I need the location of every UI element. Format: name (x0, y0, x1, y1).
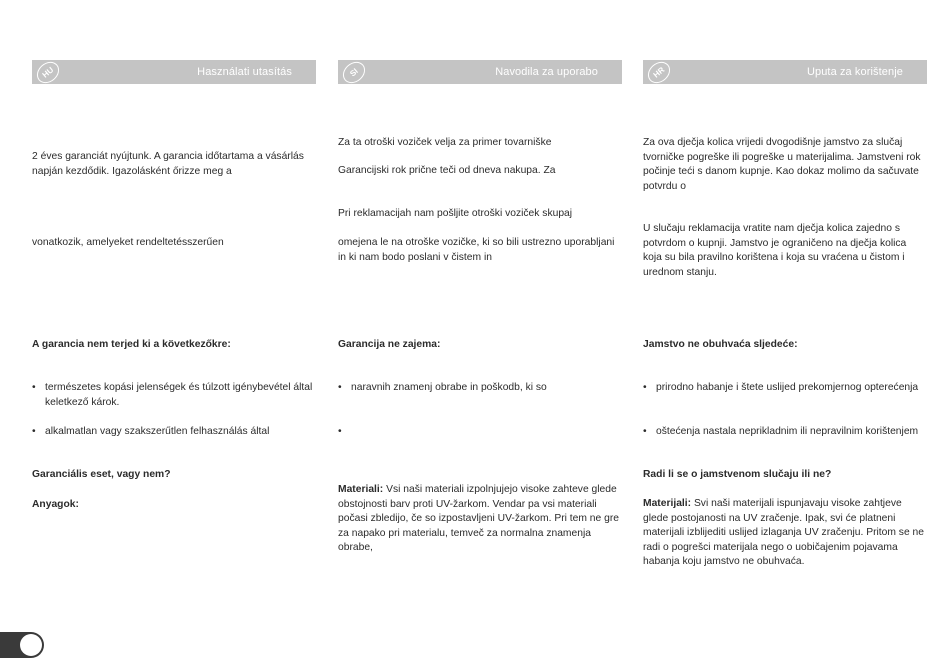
warranty-case-heading-hu: Garanciális eset, vagy nem? (32, 469, 171, 480)
column-croatian (643, 0, 927, 672)
warranty-case-heading-hr: Radi li se o jamstvenom slučaju ili ne? (643, 469, 832, 480)
exclusions-heading-si: Garancija ne zajema: (338, 339, 441, 350)
materials-paragraph-si (338, 483, 622, 556)
exclusions-heading-hu: A garancia nem terjed ki a következőkre: (32, 339, 231, 350)
bullet-icon: • (32, 426, 36, 437)
bullet-icon: • (643, 382, 647, 393)
section-header-si (338, 60, 622, 84)
materials-text-hr: Svi naši materijali ispunjavaju visoke zahtjeve glede postojanosti na UV zračenje. Ipak, svi će platneni materijali izblijediti uslijed izlaganja UV zračenju. Pritom se ne radi o pogrešci materijala nego o uobičajenim pojavama habanja koju jamstvo ne obuhvaća. (643, 498, 924, 568)
materials-label-si: Materiali: (338, 484, 384, 495)
section-title-hr: Uputa za korištenje (806, 66, 903, 78)
list-item: • oštećenja nastala neprikladnim ili nepravilnim korištenjem (643, 425, 927, 440)
exclusions-heading-hr: Jamstvo ne obuhvaća sljedeće: (643, 339, 798, 350)
list-item: • alkalmatlan vagy szakszerűtlen felhasználás által (32, 425, 316, 440)
warranty-scope-paragraph-si: omejena le na otroške vozičke, ki so bili ustrezno uporabljani in ki nam bodo poslani v čistem in (338, 237, 615, 263)
complaint-paragraph-si: Pri reklamacijah nam pošljite otroški voziček skupaj (338, 208, 573, 219)
list-item: • természetes kopási jelenségek és túlzott igénybevétel által keletkező károk. (32, 382, 313, 408)
warranty-paragraph-hu: 2 éves garanciát nyújtunk. A garancia időtartama a vásárlás napján kezdődik. Igazolásként őrizze meg a (32, 151, 304, 177)
warranty-paragraph-hr: Za ova dječja kolica vrijedi dvogodišnje jamstvo za slučaj tvorničke pogreške ili pogreške u materijalima. Jamstveni rok počinje teći s danom kupnje. Kao dokaz molimo da sačuvate potvrdu o (643, 137, 921, 192)
warranty-period-paragraph-si: Garancijski rok prične teči od dneva nakupa. Za (338, 165, 556, 176)
bullet-icon: • (338, 426, 342, 437)
section-title-si: Navodila za uporabo (495, 66, 598, 78)
bullet-icon: • (32, 382, 36, 393)
list-item: • prirodno habanje i štete uslijed prekomjernog opterećenja (643, 381, 927, 396)
page-tab (0, 632, 44, 658)
materials-heading-hu: Anyagok: (32, 499, 79, 510)
warranty-scope-paragraph-hu: vonatkozik, amelyeket rendeltetésszerűen (32, 237, 224, 248)
materials-text-si: Vsi naši materiali izpolnjujejo visoke zahteve glede obstojnosti barv proti UV-žarkom. Vendar pa vsi materiali počasi zbledijo, če so izpostavljeni UV-žarkom. Pri tem ne gre za napako pri materialu, temveč za normalna znamenja obrabe, (338, 484, 619, 554)
language-badge-si: SI (339, 58, 370, 88)
section-header-hu (32, 60, 316, 84)
bullet-icon: • (643, 426, 647, 437)
complaint-paragraph-hr: U slučaju reklamacija vratite nam dječja kolica zajedno s potvrdom o kupnji. Jamstvo je ograničeno na dječja kolica koja su bila pravilno korištena i koja su vraćena u čistom i urednom stanju. (643, 223, 907, 278)
bullet-icon: • (338, 382, 342, 393)
column-hungarian (32, 0, 316, 672)
column-slovenian (338, 0, 622, 672)
page-circle-icon (20, 634, 42, 656)
language-badge-hr: HR (644, 58, 675, 88)
materials-label-hr: Materijali: (643, 498, 692, 509)
warranty-paragraph-si: Za ta otroški voziček velja za primer tovarniške (338, 137, 552, 148)
section-header-hr (643, 60, 927, 84)
list-item: • naravnih znamenj obrabe in poškodb, ki so (338, 381, 622, 396)
section-title-hu: Használati utasítás (197, 66, 292, 78)
materials-paragraph-hr (643, 497, 927, 570)
language-badge-hu: HU (33, 58, 64, 88)
